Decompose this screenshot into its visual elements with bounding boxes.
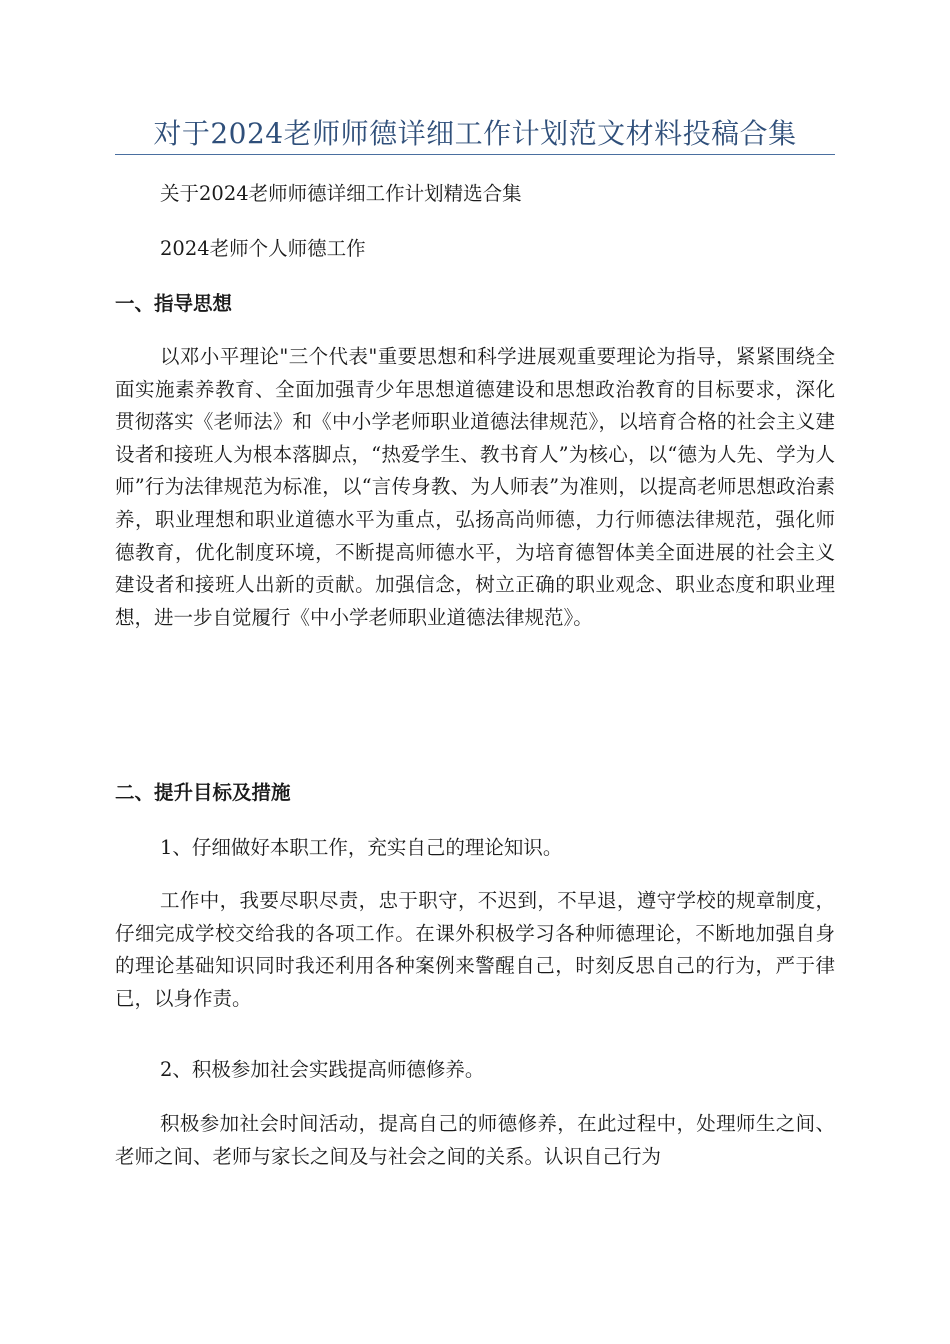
list-item-body-1: 工作中，我要尽职尽责，忠于职守，不迟到，不早退，遵守学校的规章制度，仔细完成学校交给我的各项工作。在课外积极学习各种师德理论，不断地加强自身的理论基础知识同时我还利用各种案例来警醒自己，时刻反思自己的行为，严于律已，以身作责。	[115, 889, 835, 1010]
document-title: 对于2024老师师德详细工作计划范文材料投稿合集	[153, 117, 797, 150]
document-subtitle: 关于2024老师师德详细工作计划精选合集	[160, 182, 522, 205]
section-body-guiding-ideology: 以邓小平理论"三个代表"重要思想和科学进展观重要理论为指导，紧紧围绕全面实施素养教育、全面加强青少年思想道德建设和思想政治教育的目标要求，深化贯彻落实《老师法》和《中小学老师职业道德法律规范》，以培育合格的社会主义建设者和接班人为根本落脚点，“热爱学生、教书育人”为核心，以“德为人先、学为人师”行为法律规范为标准，以“言传身教、为人师表”为准则，以提高老师思想政治素养，职业理想和职业道德水平为重点，弘扬高尚师德，力行师德法律规范，强化师德教育，优化制度环境，不断提高师德水平，为培育德智体美全面进展的社会主义建设者和接班人出新的贡献。加强信念，树立正确的职业观念、职业态度和职业理想，进一步自觉履行《中小学老师职业道德法律规范》。	[115, 345, 835, 629]
list-item-body-2: 积极参加社会时间活动，提高自己的师德修养，在此过程中，处理师生之间、老师之间、老师与家长之间及与社会之间的关系。认识自己行为	[115, 1112, 835, 1168]
title-underline	[115, 154, 835, 155]
plan-name: 2024老师个人师德工作	[160, 237, 366, 260]
section-heading-goals-measures: 二、提升目标及措施	[115, 781, 291, 804]
list-item-title-1: 1、仔细做好本职工作，充实自己的理论知识。	[160, 836, 563, 859]
list-item-title-2: 2、积极参加社会实践提高师德修养。	[160, 1058, 485, 1081]
section-heading-guiding-ideology: 一、指导思想	[115, 292, 233, 315]
